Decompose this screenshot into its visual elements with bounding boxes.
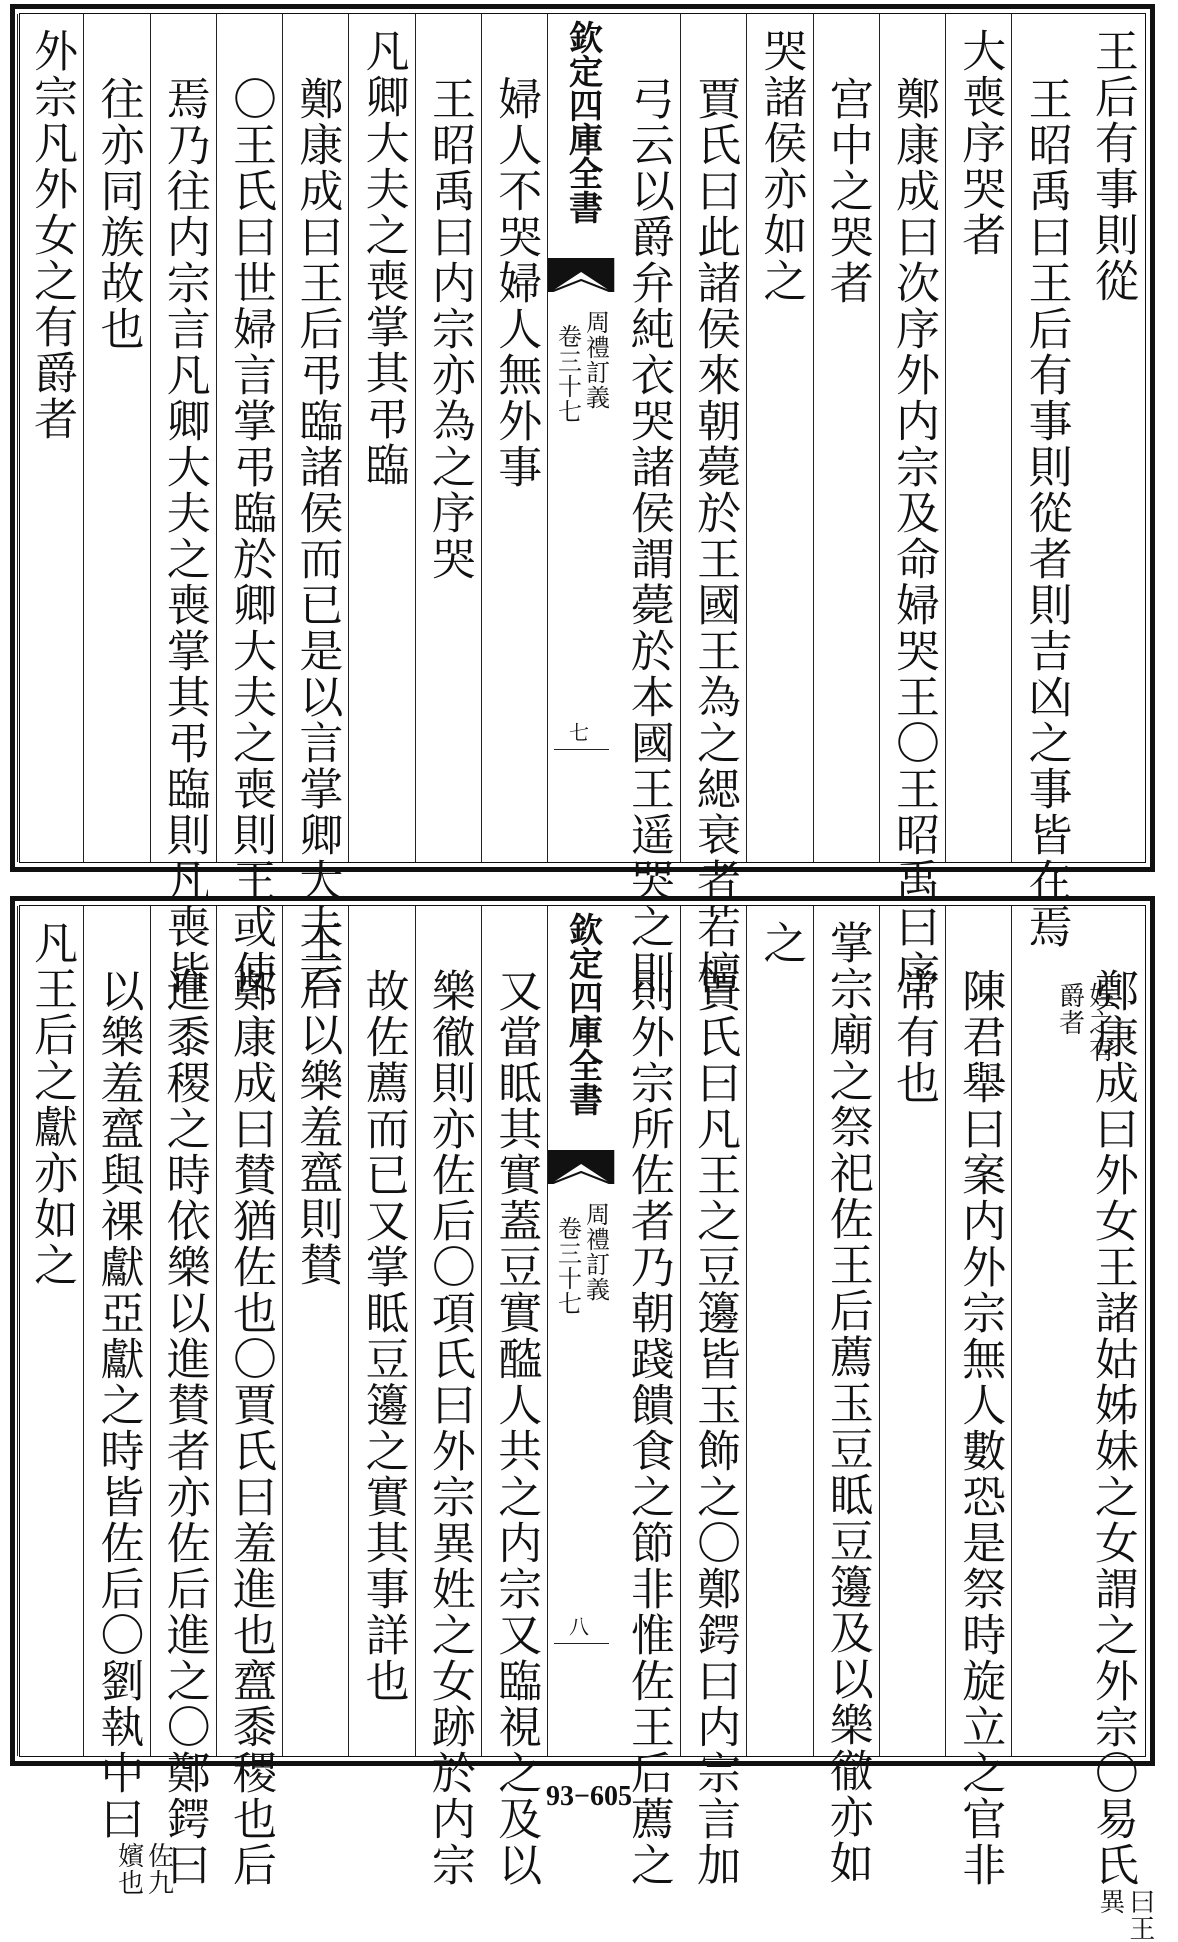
text-column bbox=[17, 14, 84, 862]
upper-folio-inner-frame bbox=[19, 13, 1146, 996]
column-content bbox=[946, 968, 1012, 1888]
column-content bbox=[18, 28, 84, 442]
column-content bbox=[217, 968, 283, 1888]
column-text: 王昭禹曰内宗亦為之序哭 bbox=[423, 76, 475, 582]
text-column bbox=[945, 906, 1012, 1888]
note-line: 嬪也 bbox=[113, 1842, 144, 1896]
text-column bbox=[746, 14, 813, 862]
column-content bbox=[747, 28, 813, 304]
column-text: 掌宗廟之祭祀佐王后薦玉豆眡豆籩及以樂徹亦如 bbox=[821, 920, 873, 1886]
book-title: 周禮訂義 bbox=[581, 310, 610, 410]
column-content bbox=[1012, 968, 1115, 1063]
column-content bbox=[283, 920, 349, 1288]
text-column bbox=[415, 14, 482, 862]
series-title: 欽定四庫全書 bbox=[562, 912, 603, 1116]
column-content bbox=[217, 76, 283, 996]
column-content bbox=[747, 920, 813, 966]
column-text: 凡卿大夫之喪掌其弔臨 bbox=[357, 28, 409, 488]
column-content bbox=[482, 968, 548, 1888]
column-text: 鄭康成曰次序外内宗及命婦哭王〇王昭禹曰序 bbox=[887, 76, 939, 996]
column-text: 婦人不哭婦人無外事 bbox=[490, 76, 542, 490]
fishtail-mark-icon bbox=[548, 1150, 614, 1184]
text-column bbox=[17, 906, 84, 1756]
column-text: 鄭康成曰王后弔臨諸侯而已是以言掌卿大夫云 bbox=[291, 76, 343, 996]
column-text: 以樂羞齍與祼獻亞獻之時皆佐后〇劉執中曰 bbox=[92, 968, 144, 1842]
interlinear-note bbox=[63, 1842, 174, 1896]
column-text: 常有也 bbox=[887, 968, 939, 1106]
column-text: 王昭禹曰王后有事則從者則吉凶之事皆在焉 bbox=[1020, 76, 1072, 950]
note-line: 異 bbox=[1094, 1888, 1125, 1915]
text-column bbox=[83, 906, 174, 1896]
text-column bbox=[348, 14, 415, 862]
text-column bbox=[813, 14, 880, 862]
text-column bbox=[282, 906, 349, 1756]
leaf-number: 七 bbox=[565, 722, 590, 742]
text-column bbox=[83, 14, 150, 862]
banxin-margin-column bbox=[547, 906, 614, 1756]
text-column bbox=[282, 14, 349, 996]
column-text: 又當眡其實蓋豆實醓人共之内宗又臨視之及以 bbox=[490, 968, 542, 1888]
column-text: 進黍稷之時依樂以進賛者亦佐后進之〇鄭鍔曰 bbox=[158, 968, 210, 1888]
column-text: 〇王氏曰世婦言掌弔臨於卿大夫之喪則王或使 bbox=[225, 76, 277, 996]
column-content bbox=[349, 28, 415, 488]
column-text: 陳君舉曰案内外宗無人數恐是祭時旋立之官非 bbox=[954, 968, 1006, 1888]
column-content bbox=[151, 76, 217, 996]
series-title: 欽定四庫全書 bbox=[562, 20, 603, 224]
column-text: 王后以樂羞齍則賛 bbox=[291, 920, 343, 1288]
fishtail-mark-icon bbox=[548, 258, 614, 292]
text-column bbox=[216, 14, 283, 996]
upper-folio bbox=[10, 4, 1155, 996]
column-text: 則外宗所佐者乃朝踐饋食之節非惟佐王后薦之 bbox=[622, 968, 674, 1888]
text-column bbox=[879, 14, 946, 996]
column-text: 賈氏曰此諸侯來朝薨於王國王為之緦衰者若檀 bbox=[689, 76, 741, 996]
text-column bbox=[481, 906, 548, 1888]
text-column bbox=[1011, 14, 1078, 950]
column-text: 焉乃往内宗言凡卿大夫之喪掌其弔臨則凡喪皆 bbox=[158, 76, 210, 996]
note-line: 姓之有 bbox=[1084, 982, 1115, 1063]
column-text: 弓云以爵弁純衣哭諸侯謂薨於本國王遥哭之則 bbox=[622, 76, 674, 996]
book-and-volume bbox=[548, 310, 614, 424]
column-content bbox=[416, 968, 482, 1888]
column-text: 宫中之哭者 bbox=[821, 76, 873, 306]
column-text: 鄭康成曰外女王諸姑姊妹之女謂之外宗〇易氏 bbox=[1086, 968, 1138, 1888]
banxin-margin-column bbox=[547, 14, 614, 862]
text-column bbox=[680, 14, 747, 996]
column-content bbox=[946, 28, 1012, 258]
column-content bbox=[151, 968, 217, 1888]
note-line: 佐九 bbox=[143, 1842, 174, 1896]
column-text: 故佐薦而已又掌眡豆籩之實其事詳也 bbox=[357, 968, 409, 1704]
column-text: 凡王后之獻亦如之 bbox=[26, 920, 78, 1288]
column-content bbox=[416, 76, 482, 582]
interlinear-note bbox=[1071, 1888, 1153, 1942]
column-text: 之 bbox=[755, 920, 807, 966]
column-text: 鄭康成曰賛猶佐也〇賈氏曰羞進也齍黍稷也后 bbox=[225, 968, 277, 1888]
text-column bbox=[216, 906, 283, 1888]
column-content bbox=[615, 968, 681, 1888]
column-text: 往亦同族故也 bbox=[92, 76, 144, 352]
text-column bbox=[415, 906, 482, 1888]
column-content bbox=[814, 920, 880, 1886]
volume-label: 卷三十七 bbox=[553, 1216, 582, 1316]
column-content bbox=[84, 76, 150, 352]
text-column bbox=[150, 14, 217, 996]
column-content bbox=[681, 76, 747, 996]
text-column bbox=[1011, 906, 1115, 1756]
column-content bbox=[84, 968, 174, 1896]
page-number: 93−605 bbox=[546, 1781, 632, 1812]
leaf-divider bbox=[554, 749, 608, 750]
column-text: 哭諸侯亦如之 bbox=[755, 28, 807, 304]
column-content bbox=[283, 76, 349, 996]
column-text: 樂徹則亦佐后〇項氏曰外宗異姓之女跡於内宗 bbox=[423, 968, 475, 1888]
column-content bbox=[1079, 28, 1145, 304]
leaf-divider bbox=[554, 1643, 608, 1644]
leaf-number: 八 bbox=[565, 1616, 590, 1636]
note-line: 爵者 bbox=[1054, 982, 1085, 1036]
column-text: 賈氏曰凡王之豆籩皆玉飾之〇鄭鍔曰内宗言加 bbox=[689, 968, 741, 1888]
column-text: 王后有事則從 bbox=[1086, 28, 1138, 304]
book-title: 周禮訂義 bbox=[581, 1202, 610, 1302]
volume-label: 卷三十七 bbox=[553, 324, 582, 424]
text-column bbox=[813, 906, 880, 1886]
column-text: 外宗凡外女之有爵者 bbox=[26, 28, 78, 442]
column-text: 大喪序哭者 bbox=[954, 28, 1006, 258]
text-column bbox=[614, 906, 681, 1888]
column-content bbox=[482, 76, 548, 490]
column-content bbox=[349, 968, 415, 1704]
column-content bbox=[615, 76, 681, 996]
column-content bbox=[18, 920, 84, 1288]
text-column bbox=[1079, 14, 1145, 862]
note-line: 曰王 bbox=[1124, 1888, 1155, 1942]
text-column bbox=[481, 14, 548, 862]
text-column bbox=[348, 906, 415, 1756]
column-content bbox=[681, 968, 747, 1888]
text-column bbox=[614, 14, 681, 996]
text-column bbox=[746, 906, 813, 1756]
book-and-volume bbox=[548, 1202, 614, 1316]
column-content bbox=[814, 76, 880, 306]
column-content bbox=[1012, 76, 1078, 950]
text-column bbox=[945, 14, 1012, 862]
column-content bbox=[880, 968, 946, 1106]
column-content bbox=[880, 76, 946, 996]
text-column bbox=[680, 906, 747, 1888]
text-column bbox=[879, 906, 946, 1756]
